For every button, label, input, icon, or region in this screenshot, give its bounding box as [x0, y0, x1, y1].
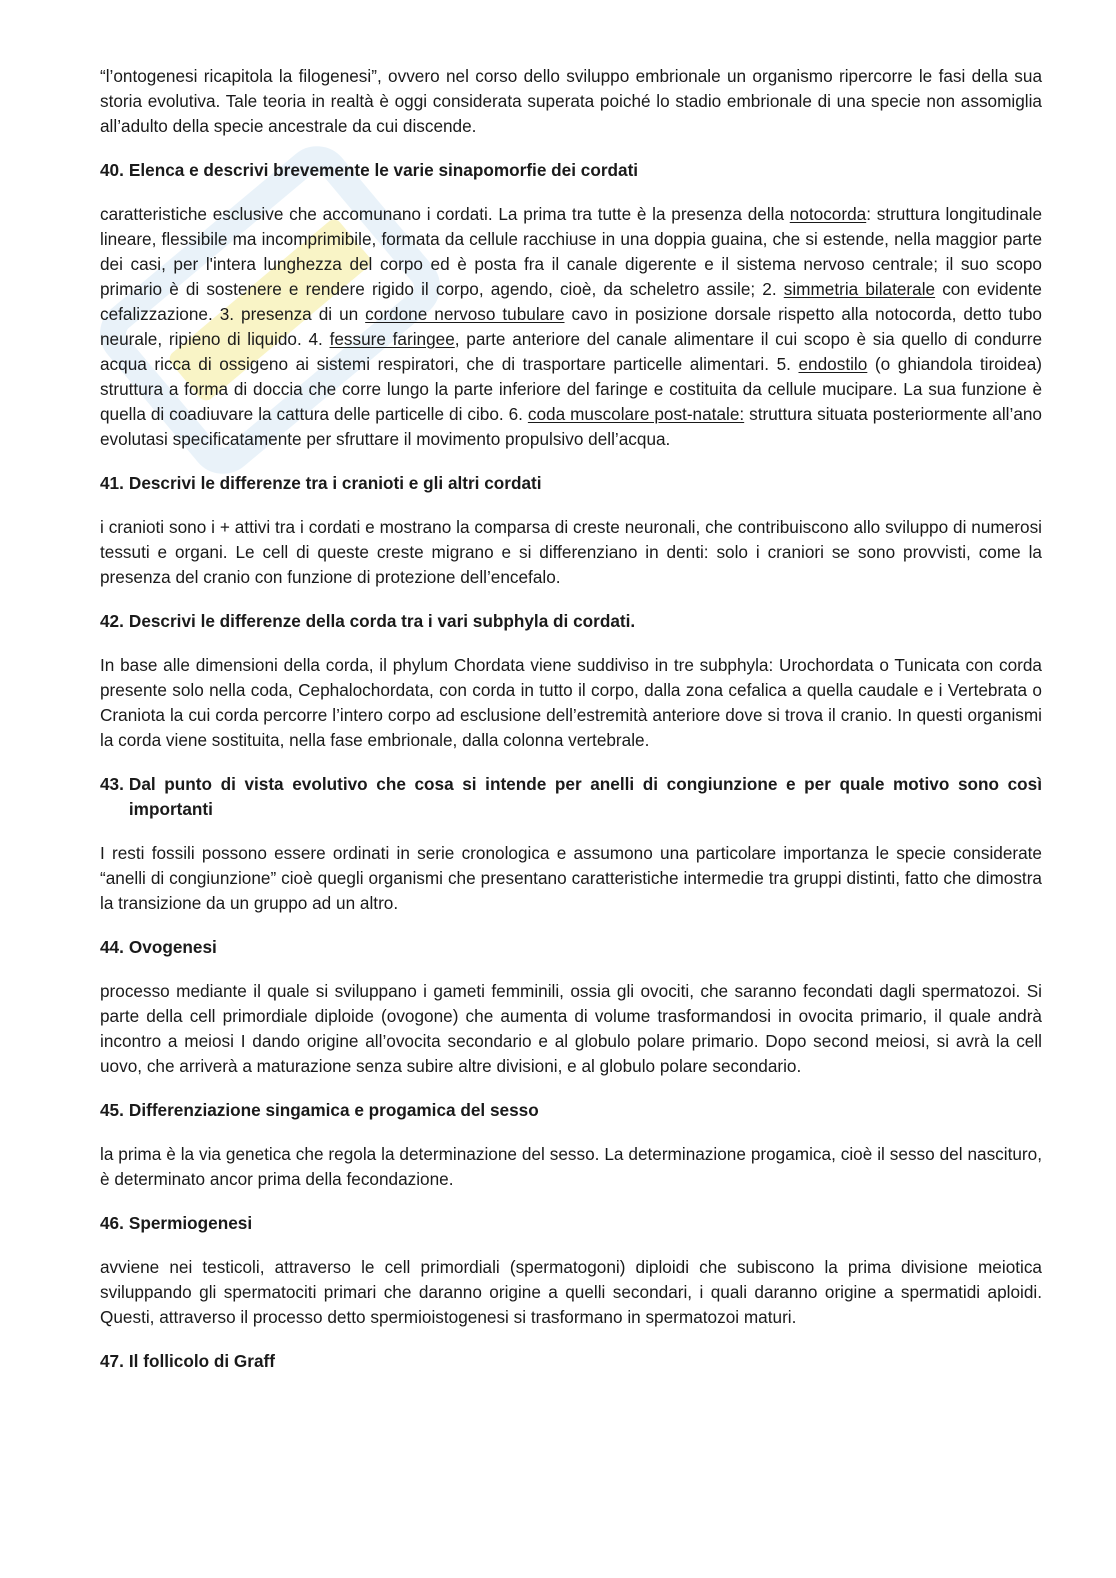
answer-text: cavo in posizione dorsale rispetto alla notocorda, detto tubo neurale, ripieno di liquido. 4.	[100, 304, 1042, 349]
question-number: 42.	[100, 611, 124, 631]
question-47-heading	[100, 1349, 1042, 1374]
question-title: Dal punto di vista evolutivo che cosa si intende per anelli di congiunzione e per quale motivo sono così importanti	[128, 774, 1042, 819]
question-title: Il follicolo di Graff	[128, 1351, 275, 1371]
question-45-heading	[100, 1098, 1042, 1123]
term-cordone-nervoso: cordone nervoso tubulare	[365, 304, 565, 324]
question-title: Descrivi le differenze della corda tra i vari subphyla di cordati.	[128, 611, 636, 631]
question-46-heading	[100, 1211, 1042, 1236]
question-number: 40.	[100, 160, 124, 180]
question-40-heading	[100, 158, 1042, 183]
question-number: 41.	[100, 473, 124, 493]
answer-text: struttura situata posteriormente all’ano evolutasi specificatamente per sfruttare il movimento propulsivo dell’acqua.	[100, 404, 1042, 449]
question-title: Descrivi le differenze tra i cranioti e gli altri cordati	[128, 473, 542, 493]
term-endostilo: endostilo	[798, 354, 868, 374]
question-number: 46.	[100, 1213, 124, 1233]
question-46-answer: avviene nei testicoli, attraverso le cell primordiali (spermatogoni) diploidi che subiscono la prima divisione meiotica sviluppando gli spermatociti primari che daranno origine a quelli secondari, i quali daranno origine a spermatidi aploidi. Questi, attraverso il processo detto spermioistogenesi si trasformano in spermatozoi maturi.	[100, 1257, 1042, 1327]
question-number: 47.	[100, 1351, 124, 1371]
question-45-answer: la prima è la via genetica che regola la determinazione del sesso. La determinazione progamica, cioè il sesso del nascituro, è determinato ancor prima della fecondazione.	[100, 1144, 1042, 1189]
term-coda-muscolare: coda muscolare post-natale:	[527, 404, 745, 424]
question-41-heading	[100, 471, 1042, 496]
term-notocorda: notocorda	[789, 204, 867, 224]
term-simmetria-bilaterale: simmetria bilaterale	[783, 279, 936, 299]
term-fessure-faringee: fessure faringee	[329, 329, 455, 349]
question-title: Ovogenesi	[128, 937, 217, 957]
question-44-heading	[100, 935, 1042, 960]
question-42-heading	[100, 609, 1042, 634]
question-43-heading	[100, 772, 1042, 822]
question-number: 44.	[100, 937, 124, 957]
document-page	[100, 64, 1042, 1374]
question-41-answer: i cranioti sono i + attivi tra i cordati e mostrano la comparsa di creste neuronali, che contribuiscono allo sviluppo di numerosi tessuti e organi. Le cell di queste creste migrano e si differenziano in denti: solo i craniori se sono provvisti, come la presenza del cranio con funzione di protezione dell’encefalo.	[100, 517, 1042, 587]
question-43-answer: I resti fossili possono essere ordinati in serie cronologica e assumono una particolare importanza le specie considerate “anelli di congiunzione” cioè quegli organismi che presentano caratteristiche intermedie tra gruppi distinti, fatto che dimostra la transizione da un gruppo ad un altro.	[100, 843, 1042, 913]
question-title: Differenziazione singamica e progamica del sesso	[128, 1100, 539, 1120]
question-number: 43.	[100, 774, 124, 794]
question-40-answer	[100, 202, 1042, 452]
answer-text: con evidente cefalizzazione. 3. presenza di un	[100, 279, 1042, 324]
answer-text: (o ghiandola tiroidea) struttura a forma di doccia che corre lungo la parte inferiore del faringe e costituita da cellule mucipare. La sua funzione è quella di coadiuvare la cattura delle particelle di cibo. 6.	[100, 354, 1042, 424]
answer-text: , parte anteriore del canale alimentare il cui scopo è sia quello di condurre acqua ricca di ossigeno ai sistemi respiratori, che di trasportare particelle alimentari. 5.	[100, 329, 1043, 374]
intro-paragraph: “l’ontogenesi ricapitola la filogenesi”, ovvero nel corso dello sviluppo embrionale un organismo ripercorre le fasi della sua storia evolutiva. Tale teoria in realtà è oggi considerata superata poiché lo stadio embrionale di una specie non assomiglia all’adulto della specie ancestrale da cui discende.	[100, 66, 1042, 136]
question-title: Elenca e descrivi brevemente le varie sinapomorfie dei cordati	[128, 160, 639, 180]
question-42-answer: In base alle dimensioni della corda, il phylum Chordata viene suddiviso in tre subphyla: Urochordata o Tunicata con corda presente solo nella coda, Cephalochordata, con corda in tutto il corpo, dalla zona cefalica a quella caudale e i Vertebrata o Craniota la cui corda percorre l’intero corpo ad esclusione dell’estremità anteriore dove si trova il cranio. In questi organismi la corda viene sostituita, nella fase embrionale, dalla colonna vertebrale.	[100, 655, 1042, 750]
question-title: Spermiogenesi	[128, 1213, 253, 1233]
answer-text: caratteristiche esclusive che accomunano i cordati. La prima tra tutte è la presenza della	[100, 204, 790, 224]
answer-text: : struttura longitudinale lineare, flessibile ma incomprimibile, formata da cellule racchiuse in una doppia guaina, che si estende, nella maggior parte dei casi, per l'intera lunghezza del corpo ed è posta fra il canale digerente e il sistema nervoso centrale; il suo scopo primario è di sostenere e rendere rigido il corpo, agendo, cioè, da scheletro assile; 2.	[100, 204, 1043, 299]
question-44-answer: processo mediante il quale si sviluppano i gameti femminili, ossia gli ovociti, che saranno fecondati dagli spermatozoi. Si parte della cell primordiale diploide (ovogone) che aumenta di volume trasformandosi in ovocita primario, il quale andrà incontro a meiosi I dando origine all’ovocita secondario e al globulo polare primario. Dopo second meiosi, si avrà la cell uovo, che arriverà a maturazione senza subire altre divisioni, e al globulo polare secondario.	[100, 981, 1042, 1076]
question-number: 45.	[100, 1100, 124, 1120]
